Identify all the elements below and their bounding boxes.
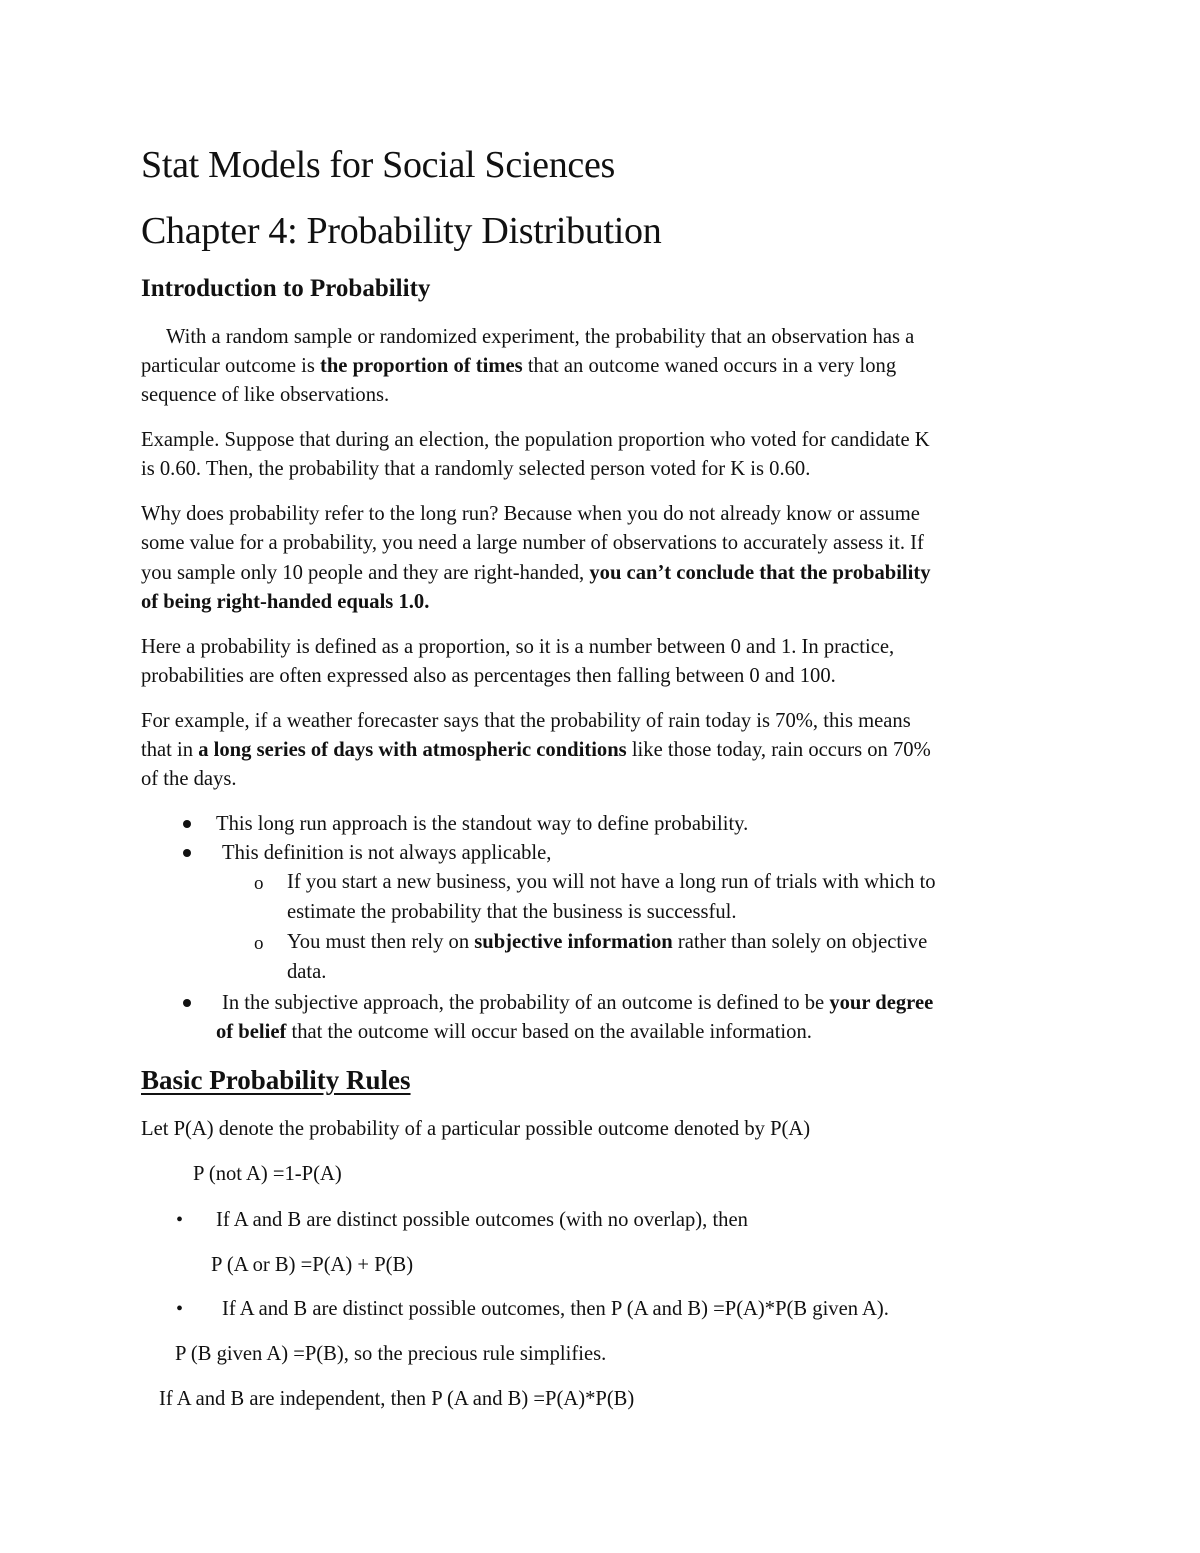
formula: P (A or B) =P(A) + P(B) — [211, 1254, 414, 1276]
paragraph-line: some value for a probability, you need a large number of observations to accurately assess it. If — [141, 532, 924, 554]
rule-line: Let P(A) denote the probability of a particular possible outcome denoted by P(A) — [141, 1118, 811, 1140]
bullet-icon — [183, 849, 191, 857]
paragraph-line — [141, 592, 429, 613]
rule-line: If A and B are independent, then P (A and B) =P(A)*P(B) — [159, 1388, 635, 1410]
chapter-title: Chapter 4: Probability Distribution — [141, 210, 662, 252]
emphasis: of being right-handed equals 1.0. — [141, 591, 430, 613]
emphasis: the proportion of times — [320, 355, 523, 377]
section-heading-rules: Basic Probability Rules — [141, 1065, 411, 1095]
rule-line: If A and B are distinct possible outcomes, then P (A and B) =P(A)*P(B given A). — [222, 1298, 889, 1320]
sub-list-item: If you start a new business, you will not have a long run of trials with which to — [287, 871, 936, 893]
sub-list-item: data. — [287, 961, 327, 983]
paragraph-line: you sample only 10 people and they are right-handed, you can’t conclude that the probability — [141, 562, 931, 584]
emphasis: you can’t conclude that the probability — [589, 562, 931, 584]
section-heading-intro: Introduction to Probability — [141, 275, 431, 302]
sub-bullet-icon: o — [254, 933, 264, 954]
formula: P (not A) =1-P(A) — [193, 1163, 342, 1185]
list-item: In the subjective approach, the probability of an outcome is defined to be your degree — [222, 992, 934, 1014]
paragraph-line: of the days. — [141, 768, 237, 790]
rule-line: If A and B are distinct possible outcomes (with no overlap), then — [216, 1209, 748, 1231]
emphasis: a long series of days with atmospheric conditions — [198, 739, 627, 761]
bullet-icon: • — [176, 1209, 184, 1231]
paragraph-line: sequence of like observations. — [141, 384, 390, 406]
sub-list-item: estimate the probability that the business is successful. — [287, 901, 737, 923]
bullet-icon: • — [176, 1298, 184, 1320]
paragraph-line: Example. Suppose that during an election, the population proportion who voted for candidate K — [141, 429, 930, 451]
paragraph-line: probabilities are often expressed also as percentages then falling between 0 and 100. — [141, 665, 836, 687]
sub-list-item: You must then rely on subjective information rather than solely on objective — [287, 931, 928, 953]
list-item: of belief that the outcome will occur based on the available information. — [216, 1021, 812, 1043]
paragraph-line: For example, if a weather forecaster says that the probability of rain today is 70%, this means — [141, 710, 911, 732]
emphasis: subjective information — [474, 931, 673, 953]
list-item: This definition is not always applicable, — [222, 842, 552, 864]
paragraph-line: Here a probability is defined as a proportion, so it is a number between 0 and 1. In practice, — [141, 636, 895, 658]
bullet-icon — [183, 999, 191, 1007]
list-item: This long run approach is the standout way to define probability. — [216, 813, 749, 835]
paragraph-line: Why does probability refer to the long run? Because when you do not already know or assume — [141, 503, 920, 525]
paragraph-line: With a random sample or randomized experiment, the probability that an observation has a — [166, 326, 915, 348]
bullet-icon — [183, 820, 191, 828]
sub-bullet-icon: o — [254, 873, 264, 894]
paragraph-line: that in a long series of days with atmospheric conditions like those today, rain occurs on 70% — [141, 739, 931, 761]
rule-line: P (B given A) =P(B), so the precious rule simplifies. — [175, 1343, 607, 1365]
emphasis: your degree — [829, 992, 934, 1014]
paragraph-line: is 0.60. Then, the probability that a randomly selected person voted for K is 0.60. — [141, 458, 811, 480]
paragraph-line: particular outcome is the proportion of times that an outcome waned occurs in a very long — [141, 355, 897, 377]
document-title: Stat Models for Social Sciences — [141, 144, 616, 186]
emphasis: of belief — [216, 1021, 287, 1043]
